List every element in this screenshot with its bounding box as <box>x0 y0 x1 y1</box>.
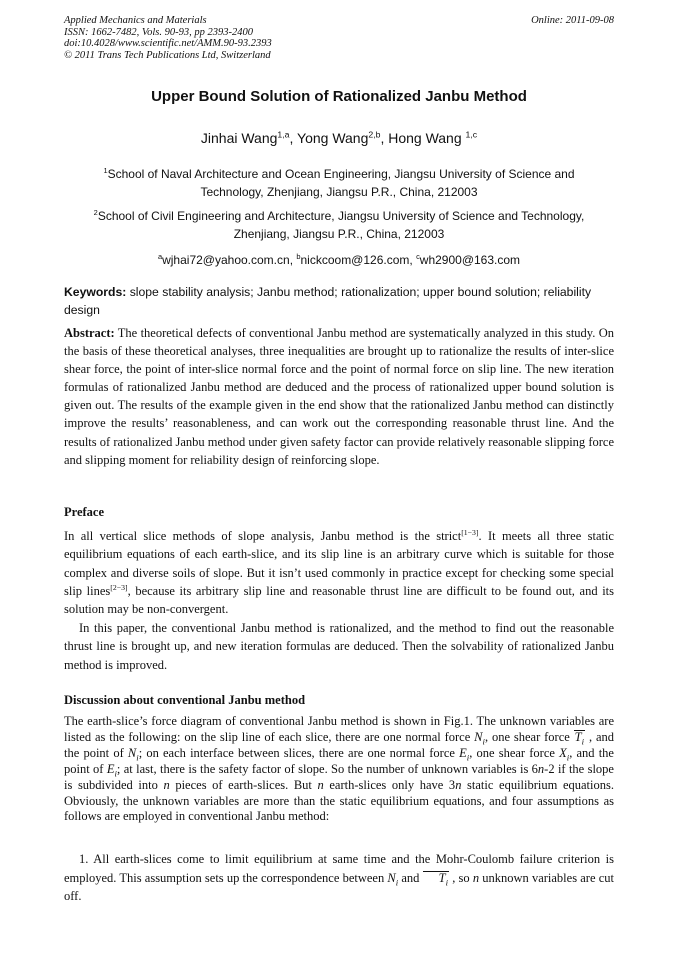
body-text: ; on each interface between slices, there are one normal force <box>138 745 460 760</box>
email-address[interactable]: wjhai72@yahoo.com.cn <box>162 253 290 267</box>
preface-text: , because its arbitrary slip line and reasonable thrust line are difficult to be found out, and its solution may be non-convergent. <box>64 583 614 617</box>
body-text: The earth-slice’s force diagram of conventional Janbu method is shown in Fig.1. The unknown variables are listed as the following: on the slip line of each slice, there are one normal force <box>64 714 614 744</box>
subscript: i <box>136 752 139 763</box>
discussion-paragraph <box>64 714 614 825</box>
preface-text: . It meets all three static equilibrium equations of each earth-slice, and its slip line is an arbitrary curve which is suitable for those complex and diverse soils of slope. But it isn’t used commonly in practice except for checking some special slip lines <box>64 529 614 598</box>
email-sup: c <box>416 252 420 261</box>
author-name: Yong Wang <box>297 130 369 146</box>
email-list: $^a$wjhai72@yahoo.com.cn, $^b$nickcoom@126.com, $^c$wh2900@163.com <box>157 252 521 267</box>
abstract <box>64 324 614 469</box>
affiliation-sup: 2 <box>93 208 98 217</box>
author-sup: 1,c <box>465 129 478 140</box>
symbol: X <box>559 745 567 760</box>
body-text: 1. All earth-slices come to limit equilibrium at same time and the Mohr-Coulomb failure criterion is employed. This assumption sets up the correspondence between <box>64 852 614 885</box>
subscript: i <box>395 877 399 887</box>
body-text: ; at last, there is the safety factor of slope. So the number of unknown variables is 6 <box>116 761 538 776</box>
keywords <box>64 283 614 319</box>
keywords-label: Keywords: <box>64 285 127 299</box>
preface-paragraph-2: In this paper, the conventional Janbu method is rationalized, and the method to find out the reasonable thrust line is brought up, and new iteration formulas are deduced. Then the solvability of rationalized Janbu method is improved. <box>64 621 614 672</box>
subscript: i <box>466 752 470 763</box>
keywords-text: slope stability analysis; Janbu method; rationalization; upper bound solution; reliability design <box>64 285 592 317</box>
copyright-line: © 2011 Trans Tech Publications Ltd, Switzerland <box>64 49 271 61</box>
citation[interactable]: [2−3] <box>110 582 128 592</box>
online-date: Online: 2011-09-08 <box>531 15 614 26</box>
body-text: , and the point of <box>64 745 614 776</box>
abstract-text: The theoretical defects of conventional Janbu method are systematically analyzed in this study. On the basis of these theoretical analyses, three inequalities are brought up to rationalize the results of inter-slice shear force, the point of inter-slice normal force and the point of normal force on slip line. The new iteration formulas of rationalized Janbu method are deduced and the process of rationalized upper bound solution is given out. The results of the example given in the end show that the rationalized Janbu method can distinctly improve the results’ reasonableness, and can work out the corresponding reasonable thrust line. And the results of rationalized Janbu method under given safety factor can provide relatively reasonable slipping force and slipping moment for reliability design of reinforcing slope. <box>64 326 614 467</box>
body-text: earth-slices only have 3 <box>323 777 456 792</box>
symbol: E <box>459 745 467 760</box>
body-text: , and the point of <box>64 729 614 760</box>
body-text: -2 if the slope is subdivided into <box>64 761 614 792</box>
preface-paragraph-1 <box>64 527 614 618</box>
affiliation-line: School of Civil Engineering and Architecture, Jiangsu University of Science and Technology, <box>97 209 585 223</box>
affiliation-line: School of Naval Architecture and Ocean Engineering, Jiangsu University of Science and <box>107 167 575 181</box>
symbol: E <box>106 761 115 776</box>
subscript: i <box>114 768 117 779</box>
symbol: n <box>455 777 462 792</box>
journal-name: Applied Mechanics and Materials <box>64 15 207 26</box>
author-name: Jinhai Wang <box>200 130 278 146</box>
paper-title: Upper Bound Solution of Rationalized Janbu Method <box>151 88 527 105</box>
affiliation-line: Technology, Zhenjiang, Jiangsu P.R., China, 212003 <box>200 185 478 199</box>
doi-line[interactable]: doi:10.4028/www.scientific.net/AMM.90-93.2393 <box>64 38 272 50</box>
author-list: Jinhai Wang$^{1,a}$, Yong Wang$^{2,b}$, Hong Wang $^{1,c}$ <box>200 129 478 146</box>
symbol: n <box>163 777 170 792</box>
affiliation-sup: 1 <box>103 166 108 175</box>
body-text: unknown variables are cut off. <box>64 870 614 903</box>
subscript: i <box>566 752 570 763</box>
journal-header <box>64 15 614 61</box>
author-name: Hong Wang <box>388 130 462 146</box>
symbol-t-bar: $T_i$ <box>423 871 449 884</box>
subscript: i <box>482 736 485 747</box>
preface-text: In all vertical slice methods of slope analysis, Janbu method is the strict <box>64 529 462 543</box>
body-text: , so <box>449 870 473 885</box>
symbol-t-bar: $T_i$ <box>574 729 585 747</box>
issn-line: ISSN: 1662-7482, Vols. 90-93, pp 2393-2400 <box>64 26 253 38</box>
body-text: pieces of earth-slices. But <box>169 777 318 792</box>
body-text: static equilibrium equations. Obviously, the unknown variables are more than the static equilibrium equations, and four assumptions as follows are employed in conventional Janbu method: <box>64 777 614 824</box>
preface-heading: Preface <box>64 505 105 519</box>
email-sup: b <box>296 252 301 261</box>
email-address[interactable]: nickcoom@126.com <box>300 253 410 267</box>
assumption-1 <box>64 850 614 906</box>
affiliation-1 <box>64 165 614 201</box>
discussion-heading: Discussion about conventional Janbu method <box>64 693 306 707</box>
body-text: and <box>398 870 423 885</box>
affiliation-line: Zhenjiang, Jiangsu P.R., China, 212003 <box>233 227 445 241</box>
body-text: , one shear force <box>484 729 574 744</box>
author-sup: 2,b <box>368 129 381 140</box>
abstract-label: Abstract: <box>64 326 115 340</box>
email-address[interactable]: wh2900@163.com <box>419 253 521 267</box>
body-text: , one shear force <box>469 745 560 760</box>
symbol: N <box>127 745 137 760</box>
symbol: n <box>472 870 480 885</box>
affiliation-2 <box>64 207 614 243</box>
symbol: N <box>474 729 483 744</box>
email-sup: a <box>157 252 163 261</box>
citation[interactable]: [1−3] <box>461 527 479 537</box>
symbol: n <box>317 777 324 792</box>
symbol: N <box>387 870 396 885</box>
author-sup: 1,a <box>277 129 290 140</box>
symbol: n <box>537 761 545 776</box>
